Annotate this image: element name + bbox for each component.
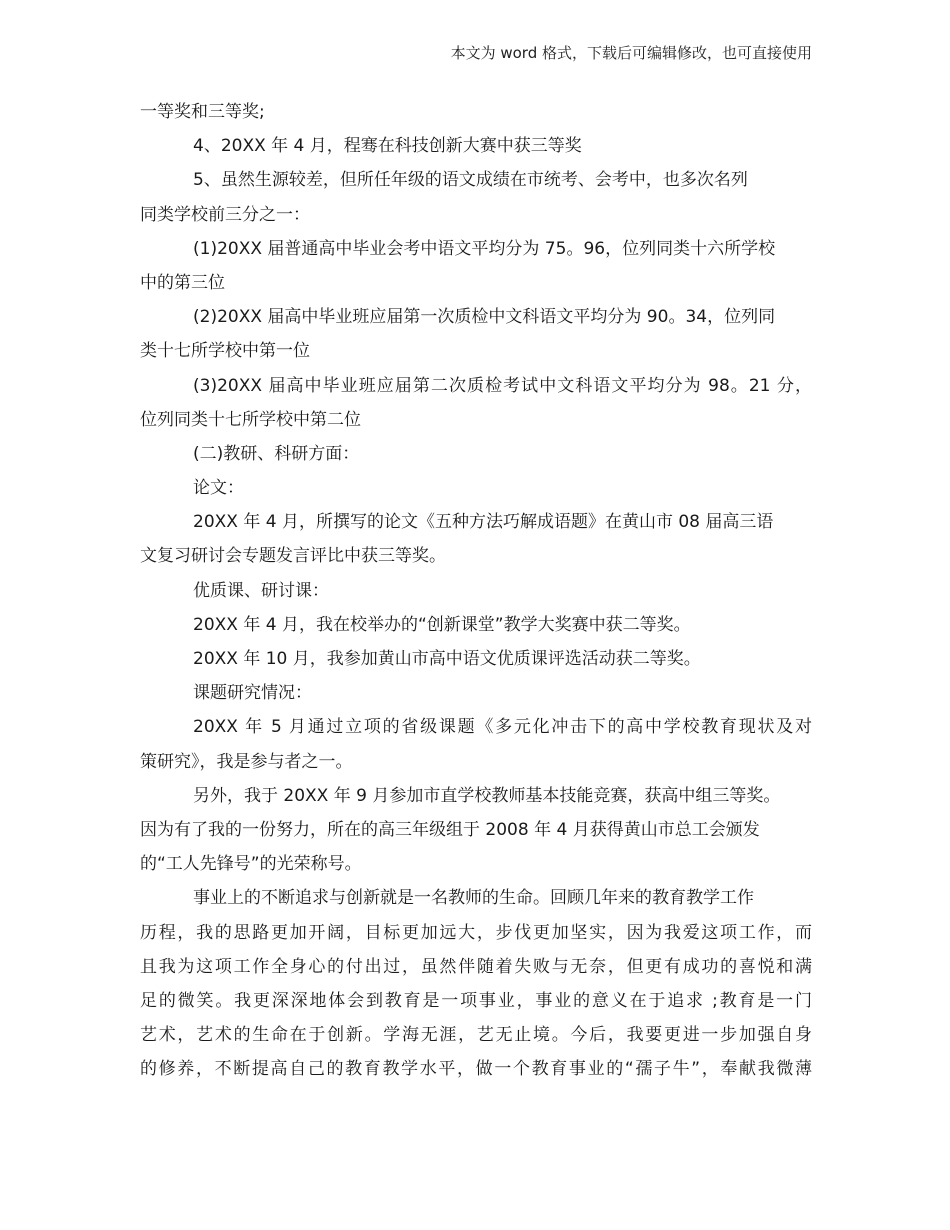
text-line: 类十七所学校中第一位	[140, 341, 310, 362]
text-line: 足的微笑。我更深深地体会到教育是一项事业，事业的意义在于追求 ;教育是一门	[140, 990, 812, 1011]
text-line: 历程，我的思路更加开阔，目标更加远大，步伐更加坚实，因为我爱这项工作，而	[140, 922, 812, 943]
text-line: (1)20XX 届普通高中毕业会考中语文平均分为 75。96，位列同类十六所学校	[193, 238, 776, 259]
text-line: 文复习研讨会专题发言评比中获三等奖。	[140, 546, 446, 567]
text-line: 20XX 年 10 月，我参加黄山市高中语文优质课评选活动获二等奖。	[193, 649, 701, 669]
text-line: 且我为这项工作全身心的付出过，虽然伴随着失败与无奈，但更有成功的喜悦和满	[140, 956, 812, 977]
text-line: 一等奖和三等奖;	[140, 102, 265, 122]
document-body	[140, 95, 812, 1086]
text-line: 中的第三位	[140, 272, 225, 293]
text-line: 课题研究情况：	[193, 683, 312, 704]
text-line: 另外，我于 20XX 年 9 月参加市直学校教师基本技能竞赛，获高中组三等奖。	[193, 785, 781, 806]
text-line: 的修养，不断提高自己的教育教学水平，做一个教育事业的“孺子牛”，奉献我微薄	[140, 1059, 812, 1080]
text-line: 20XX 年 4 月，所撰写的论文《五种方法巧解成语题》在黄山市 08 届高三语	[193, 512, 774, 533]
text-line: 优质课、研讨课：	[193, 580, 329, 601]
text-line: 4、20XX 年 4 月，程骞在科技创新大赛中获三等奖	[193, 136, 582, 157]
text-line: 策研究》，我是参与者之一。	[140, 751, 353, 772]
text-line: 的“工人先锋号”的光荣称号。	[140, 854, 362, 875]
text-line: 因为有了我的一份努力，所在的高三年级组于 2008 年 4 月获得黄山市总工会颁发	[140, 819, 760, 840]
text-line: (3)20XX 届高中毕业班应届第二次质检考试中文科语文平均分为 98。21 分，	[193, 375, 812, 396]
text-line: 20XX 年 5 月通过立项的省级课题《多元化冲击下的高中学校教育现状及对	[193, 717, 812, 738]
text-line: 位列同类十七所学校中第二位	[140, 409, 361, 430]
header-note: 本文为 word 格式，下载后可编辑修改，也可直接使用	[450, 44, 812, 62]
text-line: 20XX 年 4 月，我在校举办的“创新课堂”教学大奖赛中获二等奖。	[193, 614, 691, 635]
text-line: (二)教研、科研方面：	[193, 443, 360, 464]
text-line: 艺术，艺术的生命在于创新。学海无涯，艺无止境。今后，我要更进一步加强自身	[140, 1025, 812, 1046]
text-line: 5、虽然生源较差，但所任年级的语文成绩在市统考、会考中，也多次名列	[193, 170, 748, 191]
text-line: (2)20XX 届高中毕业班应届第一次质检中文科语文平均分为 90。34，位列同	[193, 307, 776, 328]
text-line: 事业上的不断追求与创新就是一名教师的生命。回顾几年来的教育教学工作	[193, 888, 754, 909]
text-line: 论文：	[193, 478, 244, 499]
text-line: 同类学校前三分之一：	[140, 204, 310, 225]
